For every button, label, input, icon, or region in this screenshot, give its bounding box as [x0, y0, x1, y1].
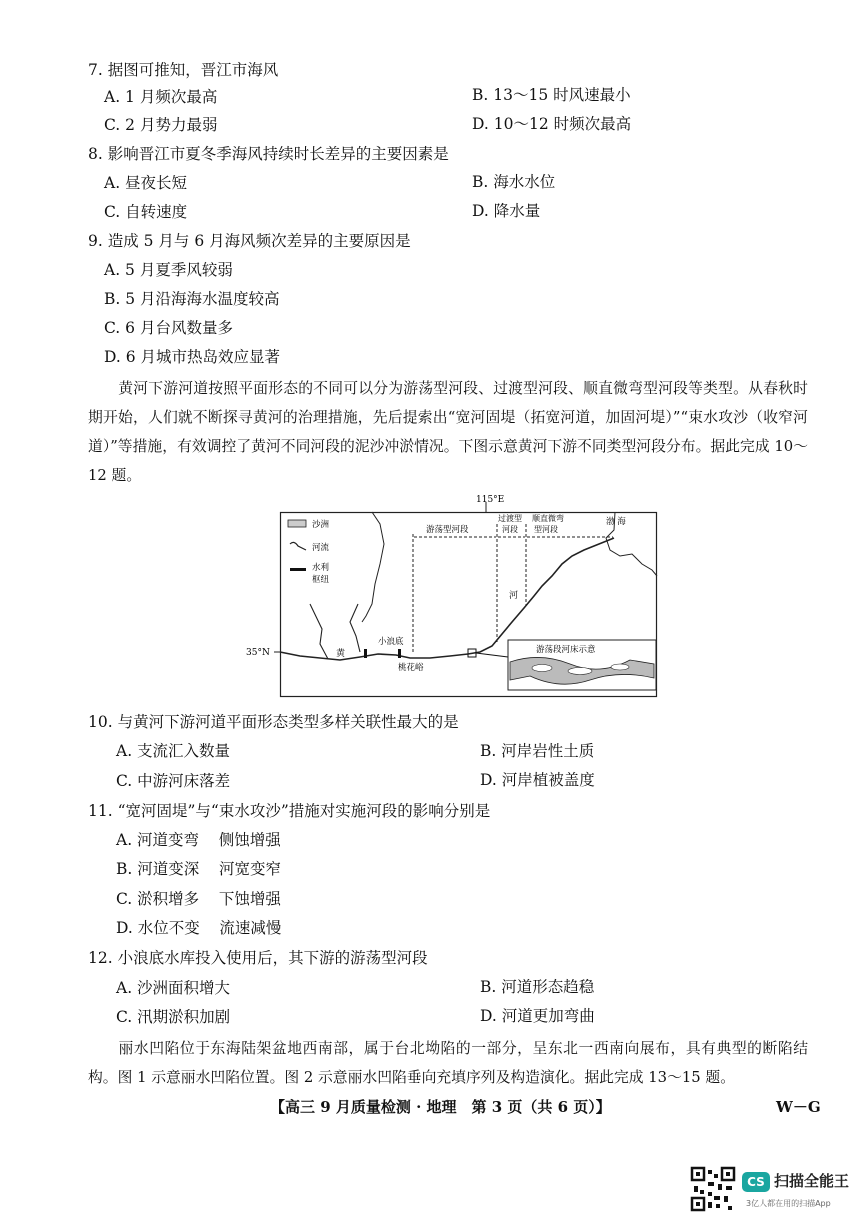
q10-option-b: B. 河岸岩性土质 — [480, 742, 595, 760]
q12-option-a: A. 沙洲面积增大 — [116, 979, 231, 997]
segment-label-transition-1: 过渡型 — [498, 514, 522, 523]
taohuayu-label: 桃花峪 — [398, 663, 424, 673]
q10-stem: 10. 与黄河下游河道平面形态类型多样关联性最大的是 — [88, 713, 459, 731]
q11-option-b: B. 河道变深 河宽变窄 — [116, 860, 281, 878]
passage-lishui-sag — [88, 1034, 808, 1092]
q7-stem: 7. 据图可推知，晋江市海风 — [88, 61, 279, 79]
q9-stem: 9. 造成 5 月与 6 月海风频次差异的主要原因是 — [88, 232, 411, 250]
q9-option-c: C. 6 月台风数量多 — [104, 319, 233, 337]
q12-stem: 12. 小浪底水库投入使用后，其下游的游荡型河段 — [88, 949, 428, 967]
camscanner-title: 扫描全能王 — [774, 1172, 850, 1190]
segment-label-straight-1: 顺直微弯 — [532, 514, 564, 523]
passage2-line1: 丽水凹陷位于东海陆架盆地西南部，属于台北坳陷的一部分，呈东北一西南向展布，具有典型的断陷 — [118, 1040, 794, 1057]
legend-river-label: 河流 — [312, 543, 330, 553]
q8-option-d: D. 降水量 — [472, 202, 541, 220]
q11-option-d: D. 水位不变 流速减慢 — [116, 919, 282, 937]
q8-option-c: C. 自转速度 — [104, 203, 188, 221]
passage1-line1: 黄河下游河道按照平面形态的不同可以分为游荡型河段、过渡型河段、顺直微弯型河段等类型。从 — [118, 380, 764, 397]
q10-option-c: C. 中游河床落差 — [116, 772, 231, 790]
q8-stem: 8. 影响晋江市夏冬季海风持续时长差异的主要因素是 — [88, 145, 449, 163]
dam-marker-west — [364, 649, 367, 658]
q10-option-a: A. 支流汇入数量 — [116, 742, 231, 760]
dam-marker-xiaolangdi — [398, 649, 401, 658]
inset-riverbed-sketch — [508, 640, 656, 690]
legend-dam-swatch — [290, 568, 306, 571]
segment-label-straight-2: 型河段 — [534, 525, 558, 534]
yellow-river-map — [246, 494, 658, 704]
passage2-line2: 结构。图 1 示意丽水凹陷位置。图 2 示意丽水凹陷垂向充填序列及构造演化。据此完成 13～15 题。 — [88, 1040, 808, 1086]
q7-option-a: A. 1 月频次最高 — [104, 88, 218, 106]
q12-option-b: B. 河道形态趋稳 — [480, 978, 595, 996]
q7-option-b: B. 13～15 时风速最小 — [472, 86, 631, 104]
q8-option-b: B. 海水水位 — [472, 173, 556, 191]
inset-sandbar-2 — [568, 668, 592, 675]
q7-option-c: C. 2 月势力最弱 — [104, 116, 218, 134]
legend-dam-label-2: 枢纽 — [312, 575, 330, 585]
q12-option-d: D. 河道更加弯曲 — [480, 1007, 595, 1025]
legend-sand-swatch — [288, 520, 306, 527]
q9-option-b: B. 5 月沿海海水温度较高 — [104, 290, 280, 308]
passage-yellow-river — [88, 374, 808, 490]
river-char-huang: 黄 — [336, 649, 346, 659]
passage1-line2: 春秋时期开始，人们就不断探寻黄河的治理措施，先后提索出“宽河固堤（拓宽河道，加固河堤）”“束水攻 — [88, 380, 808, 426]
qr-code-icon — [690, 1166, 736, 1212]
q10-option-d: D. 河岸植被盖度 — [480, 771, 595, 789]
q12-option-c: C. 汛期淤积加剧 — [116, 1008, 231, 1026]
inset-sandbar-1 — [532, 665, 552, 672]
footer-page-info: 【高三 9 月质量检测 · 地理 第 3 页（共 6 页）】 — [270, 1098, 611, 1116]
longitude-label: 115°E — [476, 495, 505, 505]
q7-option-d: D. 10～12 时频次最高 — [472, 115, 632, 133]
camscanner-subtitle: 3亿人都在用的扫描App — [746, 1199, 831, 1208]
segment-label-transition-2: 河段 — [502, 525, 518, 534]
sea-label: 渤 海 — [606, 517, 626, 527]
passage1-line4: 布。据此完成 10～12 题。 — [88, 438, 808, 484]
legend-sand-label: 沙洲 — [312, 520, 330, 530]
segment-label-wander: 游荡型河段 — [426, 525, 469, 535]
legend-dam-label-1: 水利 — [312, 563, 330, 573]
latitude-label: 35°N — [246, 648, 270, 658]
xiaolangdi-label: 小浪底 — [378, 637, 404, 647]
q11-option-c: C. 淤积增多 下蚀增强 — [116, 890, 281, 908]
river-char-he: 河 — [509, 591, 519, 601]
q8-option-a: A. 昼夜长短 — [104, 174, 188, 192]
inset-sandbar-3 — [611, 664, 629, 670]
passage1-line3: 沙（收窄河道）”等措施，有效调控了黄河不同河段的泥沙冲淤情况。下图示意黄河下游不同类型河段分 — [88, 409, 808, 455]
inset-title: 游荡段河床示意 — [536, 645, 596, 655]
q9-option-a: A. 5 月夏季风较弱 — [104, 261, 233, 279]
q11-stem: 11. “宽河固堤”与“束水攻沙”措施对实施河段的影响分别是 — [88, 802, 491, 820]
q11-option-a: A. 河道变弯 侧蚀增强 — [116, 831, 281, 849]
q9-option-d: D. 6 月城市热岛效应显著 — [104, 348, 281, 366]
camscanner-logo-icon: CS — [742, 1172, 770, 1192]
footer-code: W－G — [776, 1098, 821, 1116]
